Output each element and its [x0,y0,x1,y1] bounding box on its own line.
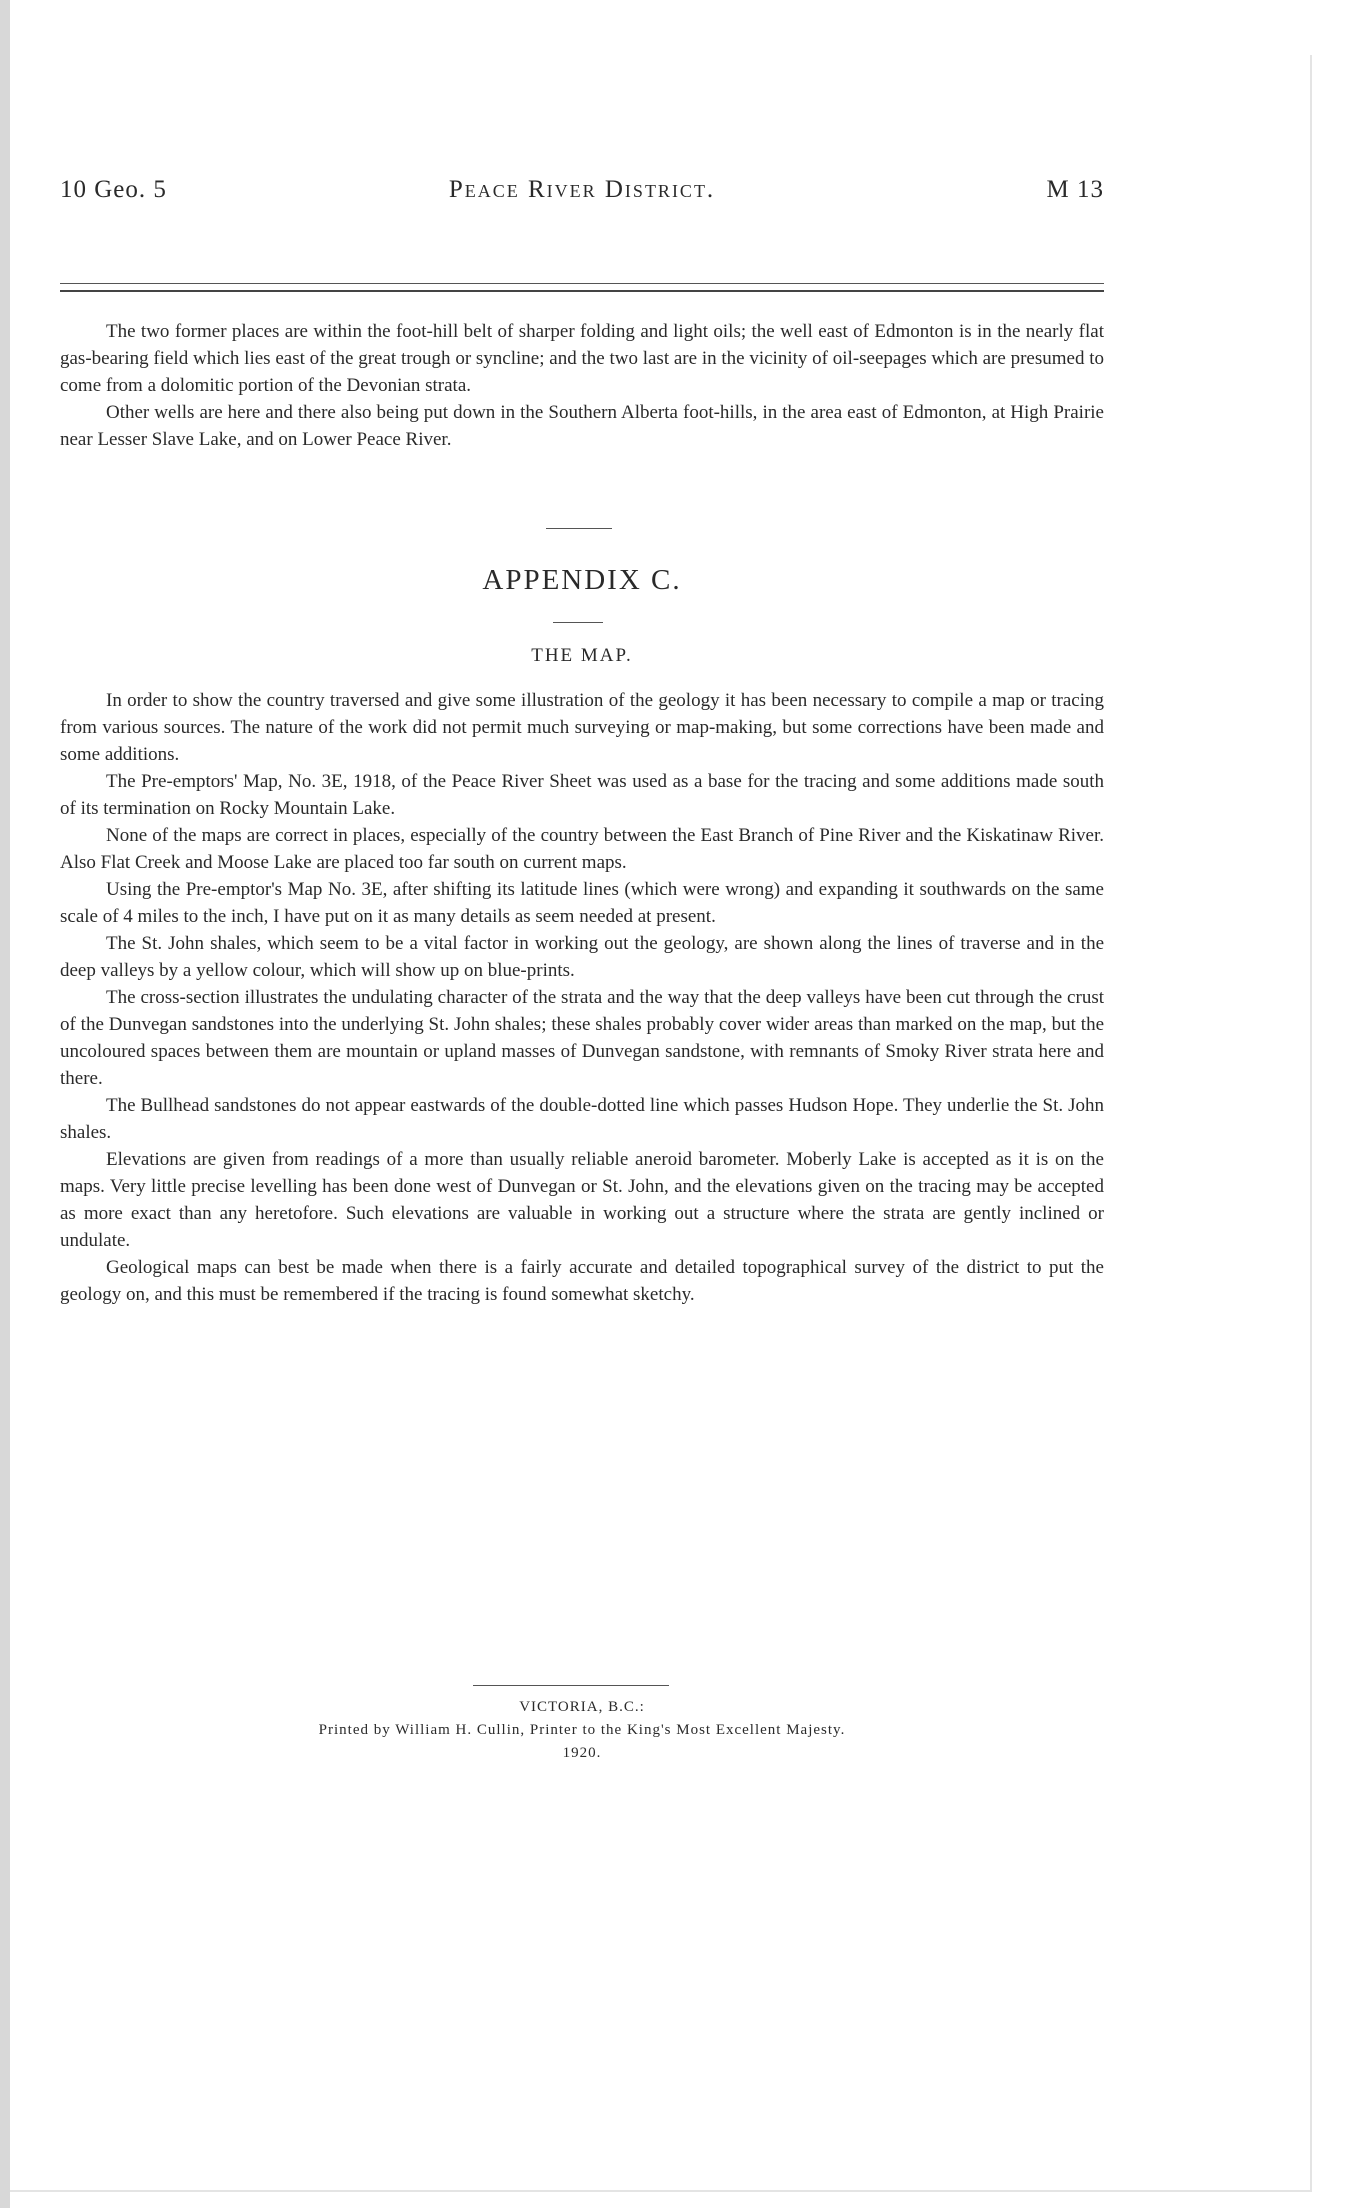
appendix-body [60,687,1104,1308]
paragraph: Geological maps can best be made when there is a fairly accurate and detailed topographical survey of the district to put the geology on, and this must be remembered if the tracing is found somewhat sketchy. [60,1257,1104,1305]
printer-imprint [60,1696,1104,1765]
paragraph: Other wells are here and there also being put down in the Southern Alberta foot-hills, in the area east of Edmonton, at High Prairie near Lesser Slave Lake, and on Lower Peace River. [60,402,1104,450]
scan-left-edge [0,0,10,2208]
page-number: M 13 [1046,176,1104,203]
scan-top-margin [0,0,1352,55]
running-head-title: Peace River District. [448,176,716,203]
paragraph: None of the maps are correct in places, especially of the country between the East Branch of Pine River and the Kiskatinaw River. Also Flat Creek and Moose Lake are placed too far south on current maps. [60,825,1104,873]
imprint-year: 1920. [562,1745,602,1761]
section-title: THE MAP. [531,645,633,666]
imprint-place: VICTORIA, B.C.: [519,1699,645,1715]
running-head [60,176,1104,212]
paragraph: Elevations are given from readings of a more than usually reliable aneroid barometer. Moberly Lake is accepted as it is on the maps. Very little precise levelling has been done west of Dunvegan or St. John, and the elevations given on the tracing may be accepted as more exact than any heretofore. Such elevations are valuable in working out a structure where the strata are gently inclined or undulate. [60,1149,1104,1251]
paragraph: The cross-section illustrates the undulating character of the strata and the way that the deep valleys have been cut through the crust of the Dunvegan sandstones into the underlying St. John shales; these shales probably cover wider areas than marked on the map, but the uncoloured spaces between them are mountain or upland masses of Dunvegan sandstone, with remnants of Smoky River strata here and there. [60,987,1104,1089]
header-rule-thick [60,290,1104,292]
imprint-divider [473,1685,669,1686]
paragraph: The Pre-emptors' Map, No. 3E, 1918, of the Peace River Sheet was used as a base for the tracing and some additions made south of its termination on Rocky Mountain Lake. [60,771,1104,819]
paragraph: In order to show the country traversed and give some illustration of the geology it has been necessary to compile a map or tracing from various sources. The nature of the work did not permit much surveying or map-making, but some corrections have been made and some additions. [60,690,1104,765]
paragraph: Using the Pre-emptor's Map No. 3E, after shifting its latitude lines (which were wrong) and expanding it southwards on the same scale of 4 miles to the inch, I have put on it as many details as seem needed at present. [60,879,1104,927]
title-divider [553,622,603,623]
intro-text [60,318,1104,453]
paragraph: The two former places are within the foot-hill belt of sharper folding and light oils; the well east of Edmonton is in the nearly flat gas-bearing field which lies east of the great trough or syncline; and the two last are in the vicinity of oil-seepages which are presumed to come from a dolomitic portion of the Devonian strata. [60,321,1104,396]
running-head-left: 10 Geo. 5 [60,176,167,203]
appendix-title: APPENDIX C. [482,564,682,596]
paragraph: The Bullhead sandstones do not appear eastwards of the double-dotted line which passes Hudson Hope. They underlie the St. John shales. [60,1095,1104,1143]
imprint-printer: Printed by William H. Cullin, Printer to the King's Most Excellent Majesty. [318,1722,846,1738]
section-divider [546,528,612,529]
paragraph: The St. John shales, which seem to be a vital factor in working out the geology, are shown along the lines of traverse and in the deep valleys by a yellow colour, which will show up on blue-prints. [60,933,1104,981]
header-rule-thin [60,283,1104,284]
